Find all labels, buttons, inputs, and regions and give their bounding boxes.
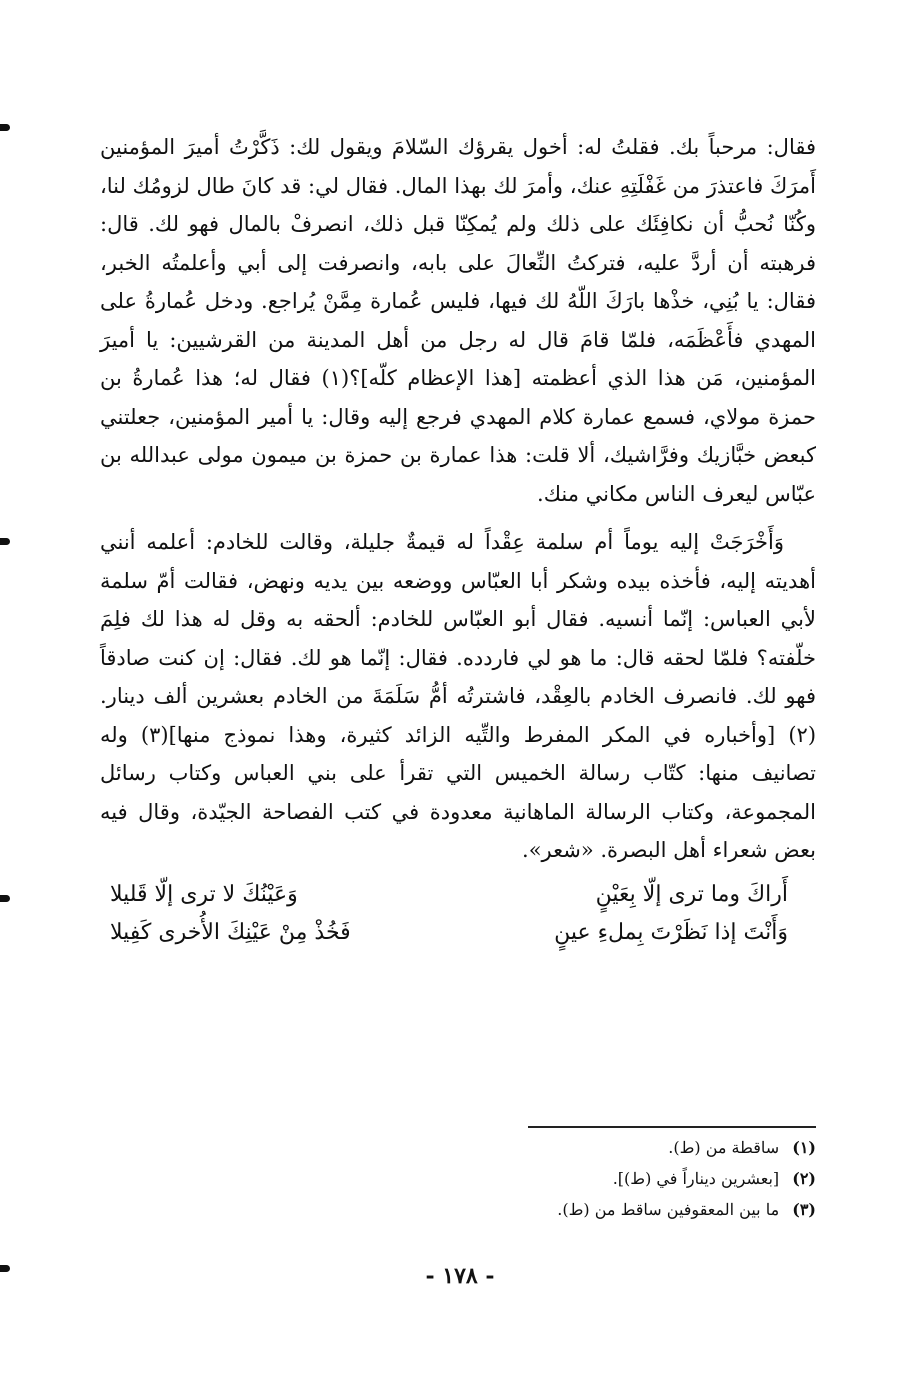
- footnote: [396, 1194, 816, 1225]
- footnote: [396, 1132, 816, 1163]
- poem-hemistich-first: أَراكَ وما ترى إلّا بِعَيْنٍ: [595, 881, 788, 907]
- poem: [100, 876, 816, 952]
- footnote: [396, 1163, 816, 1194]
- page-body: [100, 128, 816, 952]
- footnote-number: (٣): [792, 1200, 816, 1219]
- body-paragraph: فقال: مرحباً بك. فقلتُ له: أخول يقرؤك السّلامَ ويقول لك: ذَكَّرْتُ أميرَ المؤمنين أَمرَكَ فاعتذرَ من غَفْلَتِهِ عنك، وأمرَ لك بهذا المال. فقال لي: قد كانَ طال لزومُك لنا، وكُنّا نُحبُّ أن نكافِئَك على ذلك ولم يُمكِنّا قبل ذلك، انصرفْ بالمال فهو لك. قال: فرهبته أن أردَّ عليه، فتركتُ النِّعالَ على بابه، وانصرفت إلى أبي وأعلمتُه الخبر، فقال: يا بُنِي، خذْها بارَكَ اللّهُ لك فيها، فليس عُمارة مِمَّنْ يُراجع. ودخل عُمارةُ على المهدي فأَعْظَمَه، فلمّا قامَ قال له رجل من أهل المدينة من القرشيين: يا أميرَ المؤمنين، مَن هذا الذي أعظمته [هذا الإعظام كلّه]؟(١) فقال له؛ هذا عُمارةُ بن حمزة مولاي، فسمع عمارة كلام المهدي فرجع إليه وقال: يا أمير المؤمنين، جعلتني كبعض خبَّازيك وفرَّاشيك، ألا قلت: هذا عمارة بن حمزة بن ميمون مولى عبدالله بن عبّاس ليعرف الناس مكاني منك.: [100, 135, 817, 506]
- footnote-number: (٢): [792, 1169, 816, 1188]
- footnote-number: (١): [792, 1138, 816, 1157]
- poem-verse: [100, 876, 816, 914]
- footnote-text: ساقطة من (ط).: [668, 1138, 780, 1157]
- binding-mark: [0, 538, 10, 545]
- binding-mark: [0, 124, 10, 131]
- footnote-text: [بعشرين ديناراً في (ط)].: [612, 1169, 780, 1188]
- footnote-text: ما بين المعقوفين ساقط من (ط).: [557, 1200, 780, 1219]
- body-paragraph: وَأَخْرَجَتْ إليه يوماً أم سلمة عِقْداً له قيمةٌ جليلة، وقالت للخادم: أعلمه أنني أهديته إليه، فأخذه بيده وشكر أبا العبّاس ووضعه بين يديه ونهض، فقالت أمّ سلمة لأبي العباس: إنّما أنسيه. فقال أبو العبّاس للخادم: ألحقه به وقل له هذا لك فلِمَ خلّفته؟ فلمّا لحقه قال: ما هو لي فاردده. فقال: إنّما هو لك. فقال: إن كنت صادقاً فهو لك. فانصرف الخادم بالعِقْد، فاشترتُه أمُّ سَلَمَةَ من الخادم بعشرين ألف دينار.(٢) [وأخباره في المكر المفرط والتِّيه الزائد كثيرة، وهذا نموذج منها](٣) وله تصانيف منها: كتّاب رسالة الخميس التي تقرأ على بني العباس وكتاب رسائل المجموعة، وكتاب الرسالة الماهانية معدودة في كتب الفصاحة الجيّدة، وقال فيه بعض شعراء أهل البصرة. «شعر».: [100, 530, 817, 862]
- poem-verse: [100, 914, 816, 952]
- page-number: - ١٧٨ -: [425, 1263, 495, 1289]
- poem-hemistich-first: وَأَنْتَ إذا نَظَرْتَ بِملءِ عينٍ: [554, 919, 788, 945]
- poem-hemistich-second: وَعَيْنُكَ لا ترى إلّا قَليلا: [110, 881, 298, 907]
- poem-hemistich-second: فَخُذْ مِنْ عَيْنِكَ الأُخرى كَفِيلا: [110, 919, 351, 945]
- footnotes: [396, 1132, 816, 1225]
- binding-mark: [0, 895, 10, 902]
- footnote-divider: [528, 1126, 816, 1128]
